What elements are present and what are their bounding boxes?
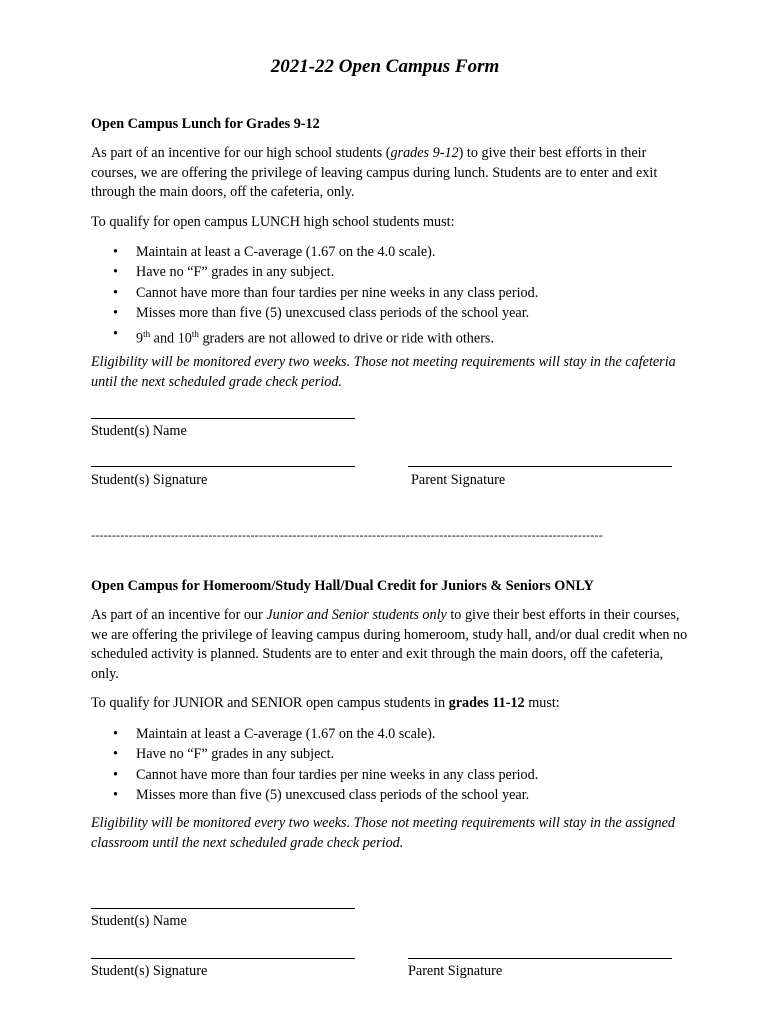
parent-signature-label: Parent Signature <box>411 472 506 488</box>
section1-intro-italic: grades 9-12 <box>390 145 459 161</box>
student-signature-line-2[interactable] <box>91 958 355 959</box>
list-item-text: Cannot have more than four tardies per nine weeks in any class period. <box>136 284 539 301</box>
list-item-text-a: 9 <box>136 330 144 347</box>
section1-intro-text-a: As part of an incentive for our high school students ( <box>91 145 391 161</box>
section2-heading: Open Campus for Homeroom/Study Hall/Dual Credit for Juniors & Seniors ONLY <box>91 578 594 594</box>
bullet-icon: • <box>113 305 118 322</box>
list-item-text: Maintain at least a C-average (1.67 on the 4.0 scale). <box>136 726 436 742</box>
section1-eligibility: Eligibility will be monitored every two weeks. Those not meeting requirements will stay in the cafeteria until the next scheduled grade check period. <box>91 354 676 390</box>
list-item-text: Cannot have more than four tardies per nine weeks in any class period. <box>136 766 539 783</box>
section2-intro <box>91 606 691 684</box>
student-signature-label-2: Student(s) Signature <box>91 963 208 979</box>
list-item-text-b: and 10 <box>150 330 192 347</box>
list-item <box>91 765 538 785</box>
section1-requirements-list <box>91 242 538 349</box>
section2-intro-italic: Junior and Senior students only <box>266 607 447 623</box>
list-item <box>91 785 538 805</box>
ordinal-suffix: th <box>191 328 199 339</box>
student-signature-label: Student(s) Signature <box>91 472 208 488</box>
section2-qualify-bold: grades 11-12 <box>448 695 525 711</box>
section2-eligibility: Eligibility will be monitored every two weeks. Those not meeting requirements will stay in the assigned classroom until the next scheduled grade check period. <box>91 815 675 851</box>
list-item-text: Misses more than five (5) unexcused class periods of the school year. <box>136 305 530 322</box>
bullet-icon: • <box>113 284 118 301</box>
bullet-icon: • <box>113 244 118 260</box>
bullet-icon: • <box>113 766 118 783</box>
student-name-label: Student(s) Name <box>91 423 187 439</box>
list-item <box>91 262 538 282</box>
list-item-text: Maintain at least a C-average (1.67 on the 4.0 scale). <box>136 244 436 260</box>
ordinal-suffix: th <box>143 328 151 339</box>
section2-qualify-text-a: To qualify for JUNIOR and SENIOR open campus students in <box>91 695 449 711</box>
section1-heading: Open Campus Lunch for Grades 9-12 <box>91 116 320 132</box>
list-item <box>91 303 538 323</box>
list-item <box>91 324 538 349</box>
list-item <box>91 242 538 262</box>
parent-signature-label-2: Parent Signature <box>408 963 503 979</box>
section1-intro-text-b: ) to give their best efforts in their courses, we are offering the privilege of leaving campus during lunch. Students are to enter and exit through the main doors, off the cafeteria, only. <box>91 145 658 200</box>
bullet-icon: • <box>113 264 118 281</box>
section1-qualify: To qualify for open campus LUNCH high school students must: <box>91 214 455 230</box>
parent-signature-line[interactable] <box>408 466 672 467</box>
section2-qualify-text-b: must: <box>524 695 560 711</box>
bullet-icon: • <box>113 746 118 763</box>
list-item <box>91 744 538 764</box>
bullet-icon: • <box>113 726 118 742</box>
list-item-text: Have no “F” grades in any subject. <box>136 746 335 763</box>
bullet-icon: • <box>113 325 118 342</box>
list-item-text: Misses more than five (5) unexcused class periods of the school year. <box>136 787 530 804</box>
list-item <box>91 724 538 744</box>
section2-qualify <box>91 694 691 714</box>
section2-requirements-list <box>91 724 538 806</box>
form-title: 2021-22 Open Campus Form <box>270 56 500 77</box>
student-name-line[interactable] <box>91 418 355 419</box>
list-item <box>91 283 538 303</box>
bullet-icon: • <box>113 787 118 804</box>
list-item-text-c: graders are not allowed to drive or ride with others. <box>198 330 494 347</box>
list-item-text: Have no “F” grades in any subject. <box>136 264 335 281</box>
section2-intro-text-a: As part of an incentive for our <box>91 607 267 623</box>
parent-signature-line-2[interactable] <box>408 958 672 959</box>
section2-intro-text-b: to give their best efforts in their courses, we are offering the privilege of leaving campus during homeroom, study hall, and/or dual credit when no scheduled activity is planned. Students are to enter and exit through the main doors, off the cafeteria, only. <box>91 607 688 682</box>
section1-intro <box>91 144 691 203</box>
student-name-line-2[interactable] <box>91 908 355 909</box>
student-signature-line[interactable] <box>91 466 355 467</box>
cut-divider: -------------------------------------------------------------------------------------------------------------------------- <box>91 528 603 542</box>
student-name-label-2: Student(s) Name <box>91 913 187 929</box>
